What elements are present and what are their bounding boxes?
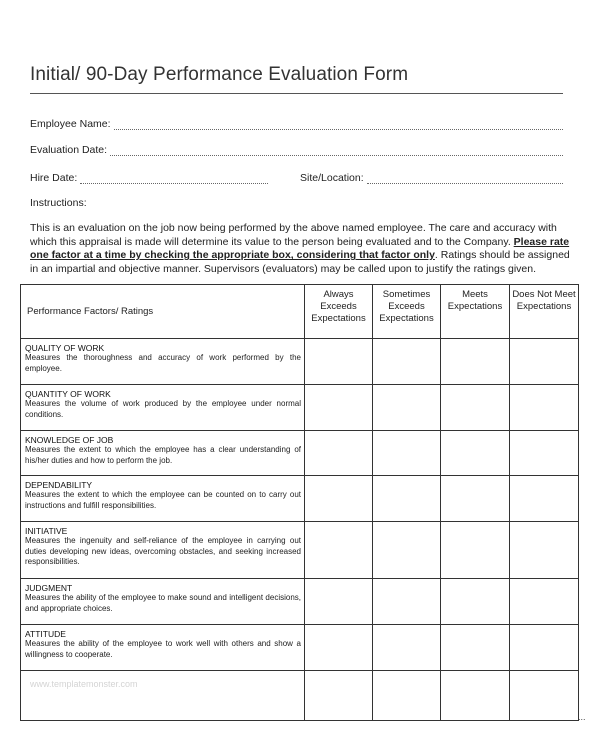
- factor-cell: [21, 385, 305, 431]
- page-mark: ...: [578, 712, 586, 722]
- factor-cell: [21, 671, 305, 721]
- factor-description: Measures the thoroughness and accuracy of work performed by the employee.: [25, 353, 301, 373]
- factor-cell: [21, 476, 305, 522]
- factor-name: INITIATIVE: [25, 526, 68, 536]
- employee-name-field[interactable]: [30, 118, 563, 130]
- factor-name: ATTITUDE: [25, 629, 66, 639]
- evaluation-date-field[interactable]: [30, 144, 563, 156]
- hire-date-field[interactable]: [30, 172, 268, 184]
- rating-checkbox-meets[interactable]: [441, 522, 510, 579]
- rating-checkbox-does-not-meet[interactable]: [510, 431, 579, 476]
- factor-description: Measures the extent to which the employee can be counted on to carry out instructions and fulfill responsibilities.: [25, 490, 301, 510]
- rating-checkbox-always-exceeds[interactable]: [305, 579, 373, 625]
- rating-checkbox-always-exceeds[interactable]: [305, 339, 373, 385]
- rating-checkbox-always-exceeds[interactable]: [305, 671, 373, 721]
- hire-date-label: Hire Date:: [30, 172, 78, 184]
- rating-checkbox-meets[interactable]: [441, 579, 510, 625]
- page-title: Initial/ 90-Day Performance Evaluation Form: [30, 64, 409, 85]
- factor-name: DEPENDABILITY: [25, 480, 93, 490]
- table-row: [21, 476, 579, 522]
- rating-checkbox-sometimes-exceeds[interactable]: [373, 339, 441, 385]
- table-row: [21, 522, 579, 579]
- rating-checkbox-meets[interactable]: [441, 476, 510, 522]
- site-location-field[interactable]: [300, 172, 563, 184]
- employee-name-line[interactable]: [114, 120, 563, 130]
- rating-checkbox-sometimes-exceeds[interactable]: [373, 385, 441, 431]
- table-row: [21, 625, 579, 671]
- hire-date-line[interactable]: [80, 174, 268, 184]
- rating-checkbox-does-not-meet[interactable]: [510, 579, 579, 625]
- rating-checkbox-sometimes-exceeds[interactable]: [373, 579, 441, 625]
- rating-checkbox-meets[interactable]: [441, 671, 510, 721]
- instructions-emphasis: Please rate one factor at a time by checking the appropriate box, considering that factor only: [30, 235, 570, 262]
- rating-checkbox-sometimes-exceeds[interactable]: [373, 431, 441, 476]
- factor-cell: [21, 579, 305, 625]
- factor-cell: [21, 625, 305, 671]
- factor-cell: [21, 339, 305, 385]
- rating-checkbox-does-not-meet[interactable]: [510, 625, 579, 671]
- rating-checkbox-always-exceeds[interactable]: [305, 625, 373, 671]
- rating-header-always-exceeds: Always Exceeds Expectations: [305, 285, 373, 339]
- table-row: [21, 671, 579, 721]
- factor-description: Measures the volume of work produced by the employee under normal conditions.: [25, 399, 301, 419]
- table-row: [21, 431, 579, 476]
- rating-header-sometimes-exceeds: Sometimes Exceeds Expectations: [373, 285, 441, 339]
- rating-header-meets: Meets Expectations: [441, 285, 510, 339]
- rating-checkbox-meets[interactable]: [441, 431, 510, 476]
- rating-checkbox-does-not-meet[interactable]: [510, 385, 579, 431]
- rating-checkbox-sometimes-exceeds[interactable]: [373, 625, 441, 671]
- table-row: [21, 385, 579, 431]
- factor-name: QUALITY OF WORK: [25, 343, 105, 353]
- site-location-label: Site/Location:: [300, 172, 364, 184]
- rating-checkbox-meets[interactable]: [441, 385, 510, 431]
- table-header-row: [21, 285, 579, 339]
- evaluation-date-label: Evaluation Date:: [30, 144, 108, 156]
- instructions-text-start: This is an evaluation on the job now being performed by the above named employee. The care and accuracy with which this appraisal is made will determine its value to the person being evaluated and to the Company.: [30, 222, 557, 248]
- factor-description: Measures the ingenuity and self-reliance of the employee in carrying out duties developing new ideas, overcoming obstacles, and seeking increased responsibilities.: [25, 536, 301, 566]
- rating-checkbox-always-exceeds[interactable]: [305, 522, 373, 579]
- table-row: [21, 339, 579, 385]
- rating-header-does-not-meet: Does Not Meet Expectations: [510, 285, 579, 339]
- rating-checkbox-meets[interactable]: [441, 339, 510, 385]
- evaluation-date-line[interactable]: [110, 146, 563, 156]
- title-divider: [30, 93, 563, 94]
- factor-cell: [21, 431, 305, 476]
- rating-checkbox-sometimes-exceeds[interactable]: [373, 476, 441, 522]
- instructions-text: [30, 222, 570, 276]
- table-row: [21, 579, 579, 625]
- watermark: www.templatemonster.com: [30, 679, 138, 689]
- rating-checkbox-always-exceeds[interactable]: [305, 476, 373, 522]
- evaluation-table: [20, 284, 579, 721]
- rating-checkbox-sometimes-exceeds[interactable]: [373, 522, 441, 579]
- rating-checkbox-meets[interactable]: [441, 625, 510, 671]
- rating-checkbox-sometimes-exceeds[interactable]: [373, 671, 441, 721]
- factor-name: JUDGMENT: [25, 583, 73, 593]
- employee-name-label: Employee Name:: [30, 118, 111, 130]
- factor-description: Measures the extent to which the employee has a clear understanding of his/her duties and how to perform the job.: [25, 445, 301, 465]
- factor-cell: [21, 522, 305, 579]
- rating-checkbox-does-not-meet[interactable]: [510, 476, 579, 522]
- instructions-text-end: . Ratings should be assigned in an impartial and objective manner. Supervisors (evaluators) may be called upon to justify the ratings given.: [30, 249, 570, 275]
- rating-checkbox-does-not-meet[interactable]: [510, 671, 579, 721]
- factor-description: Measures the ability of the employee to make sound and intelligent decisions, and appropriate choices.: [25, 593, 301, 613]
- factor-name: KNOWLEDGE OF JOB: [25, 435, 114, 445]
- rating-checkbox-does-not-meet[interactable]: [510, 339, 579, 385]
- rating-checkbox-does-not-meet[interactable]: [510, 522, 579, 579]
- site-location-line[interactable]: [367, 174, 563, 184]
- factor-column-header: Performance Factors/ Ratings: [21, 285, 305, 339]
- rating-checkbox-always-exceeds[interactable]: [305, 385, 373, 431]
- factor-name: QUANTITY OF WORK: [25, 389, 111, 399]
- instructions-heading: Instructions:: [30, 197, 87, 209]
- rating-checkbox-always-exceeds[interactable]: [305, 431, 373, 476]
- factor-description: Measures the ability of the employee to work well with others and show a willingness to cooperate.: [25, 639, 301, 659]
